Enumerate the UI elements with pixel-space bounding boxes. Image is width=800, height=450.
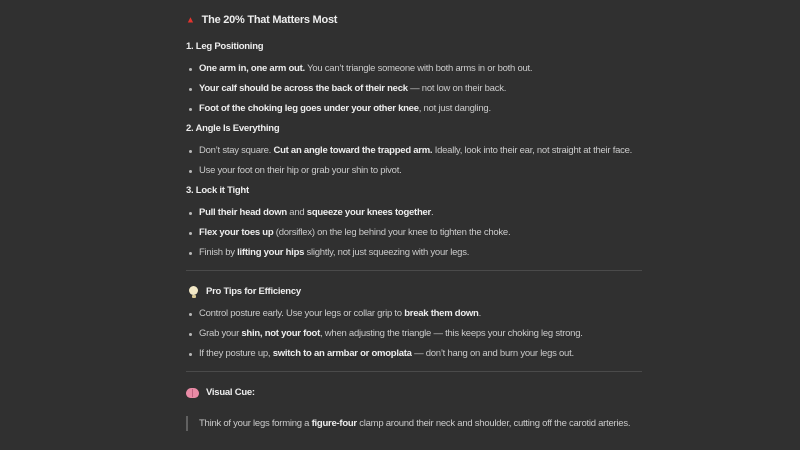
bullet-marker (189, 333, 192, 336)
protips-heading (186, 285, 642, 299)
list-item (186, 62, 642, 76)
bullet-marker (189, 313, 192, 316)
protips-heading-text: Pro Tips for Efficiency (206, 286, 301, 297)
visual-cue-heading (186, 386, 642, 400)
bullet-list (186, 206, 642, 260)
list-item (186, 82, 642, 96)
list-item (186, 226, 642, 240)
bullet-marker (189, 108, 192, 111)
bullet-marker (189, 150, 192, 153)
bullet-marker (189, 252, 192, 255)
bullet-list (186, 62, 642, 116)
message-title-text: The 20% That Matters Most (201, 14, 338, 26)
bullet-marker (189, 212, 192, 215)
bullet-marker (189, 68, 192, 71)
list-item (186, 307, 642, 321)
divider (186, 270, 642, 271)
list-item-text: If they posture up, switch to an armbar or omoplata — don’t hang on and burn your legs out. (199, 348, 574, 359)
list-item (186, 144, 642, 158)
red-triangle-icon: ▲ (186, 14, 195, 25)
list-item (186, 206, 642, 220)
list-item (186, 102, 642, 116)
list-item-text: Flex your toes up (dorsiflex) on the leg behind your knee to tighten the choke. (199, 227, 511, 238)
list-item-text: Your calf should be across the back of their neck — not low on their back. (199, 83, 507, 94)
message-title (186, 12, 642, 28)
list-item-text: Use your foot on their hip or grab your shin to pivot. (199, 165, 402, 176)
list-item-text: Pull their head down and squeeze your knees together. (199, 207, 434, 218)
bullet-marker (189, 232, 192, 235)
list-item (186, 246, 642, 260)
divider (186, 371, 642, 372)
bullet-marker (189, 170, 192, 173)
list-item (186, 327, 642, 341)
list-item-text: Grab your shin, not your foot, when adjusting the triangle — this keeps your choking leg strong. (199, 328, 583, 339)
brain-icon (186, 388, 199, 398)
light-bulb-icon (189, 286, 198, 298)
assistant-message (186, 9, 642, 431)
bullet-marker (189, 353, 192, 356)
list-item-text: Don’t stay square. Cut an angle toward the trapped arm. Ideally, look into their ear, not straight at their face. (199, 145, 633, 156)
bullet-list (186, 144, 642, 178)
list-item-text: One arm in, one arm out. You can’t triangle someone with both arms in or both out. (199, 63, 533, 74)
section-heading-angle: 2. Angle Is Everything (186, 123, 280, 134)
list-item-text: Foot of the choking leg goes under your other knee, not just dangling. (199, 103, 491, 114)
bullet-marker (189, 88, 192, 91)
list-item-text: Finish by lifting your hips slightly, not just squeezing with your legs. (199, 247, 470, 258)
list-item (186, 347, 642, 361)
list-item (186, 164, 642, 178)
visual-cue-quote: Think of your legs forming a figure-four clamp around their neck and shoulder, cutting off the carotid arteries. (186, 416, 642, 431)
visual-cue-heading-text: Visual Cue: (206, 387, 255, 398)
list-item-text: Control posture early. Use your legs or collar grip to break them down. (199, 308, 481, 319)
section-heading-leg-positioning: 1. Leg Positioning (186, 41, 264, 52)
bullet-list (186, 307, 642, 361)
section-heading-lock: 3. Lock it Tight (186, 185, 249, 196)
